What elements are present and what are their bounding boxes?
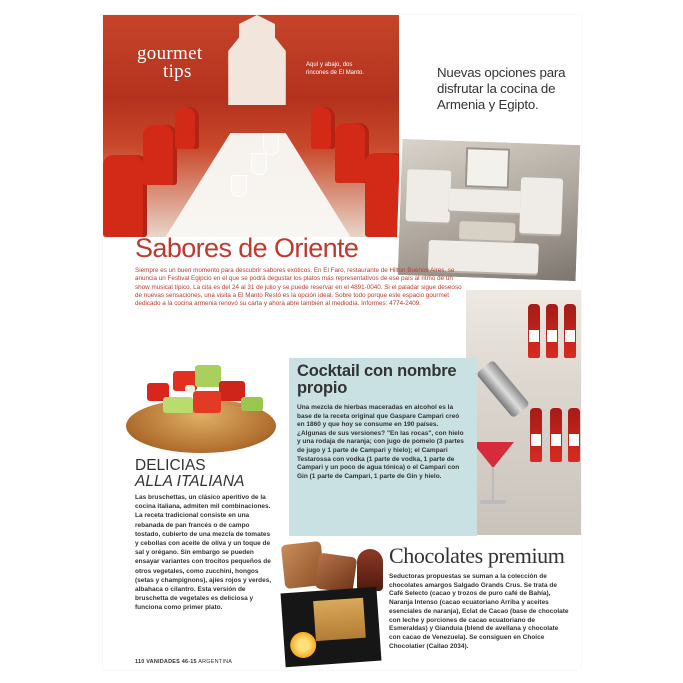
lettuce-piece xyxy=(163,397,193,413)
magazine-edition: ARGENTINA xyxy=(198,659,233,665)
gourmet-tips-line2: tips xyxy=(163,61,192,82)
sabores-title: Sabores de Oriente xyxy=(135,233,359,263)
campari-bottle xyxy=(530,408,542,462)
page-number: 110 xyxy=(135,659,145,665)
photo-sofa xyxy=(448,189,523,214)
campari-bottle xyxy=(546,304,558,358)
lettuce-piece xyxy=(195,365,221,387)
lounge-photo xyxy=(396,137,581,283)
cocktail-title: Cocktail con nombre propio xyxy=(297,362,457,397)
delicias-title-line1: DELICIAS xyxy=(135,457,206,474)
chocolates-title: Chocolates premium xyxy=(389,543,565,568)
photo-caption: Aquí y abajo, dos rincones de El Manto. xyxy=(306,62,365,76)
glass-foot xyxy=(480,500,506,504)
gourmet-tips-logo xyxy=(137,45,202,81)
gourmet-tips-line1: gourmet xyxy=(137,43,203,64)
glass-stem xyxy=(492,467,494,501)
restaurant-photo xyxy=(103,15,399,237)
lettuce-piece xyxy=(241,397,263,411)
photo-chair xyxy=(335,123,369,183)
photo-chair xyxy=(365,153,399,237)
sabores-body: Siempre es un buen momento para descubrir sabores exóticos. En El Faro, restaurante de Hilton Buenos Aires, se anuncia un Festival Egipcio en el que se podrá degustar los platos más representativos de ese país al ritmo de un show musical típico. La cita es del 24 al 31 de julio y se puede reservar en el 4891-0040. Si el paladar sigue deseoso de nuevas sensaciones, una visita a El Manto Restó es la opción ideal. Sobre todo porque este espacio gourmet dedicado a la cocina armenia renovó su carta y ahora abre también al mediodía. Informes: 4774-2409. xyxy=(135,267,462,308)
photo-arch-decor xyxy=(221,15,293,105)
photo-glass xyxy=(251,153,267,175)
chocolates-body: Seductoras propuestas se suman a la colección de chocolates amargos Salgado Grands Crus. Se trata de Café Selecto (cacao y trozos de puro café de Bahía), Naranja Intenso (cacao ecuatoriano Arriba y aceites esenciales de naranja), Eclat de Cacao (base de chocolate con leche y porciones de cacao ecuatoriano de Esmeraldas) y Gianduia (blend de avellana y chocolate con cacao de Venezuela). Se consiguen en Choice Chocolatier (Callao 2034). xyxy=(389,573,569,650)
photo-sofa xyxy=(519,177,563,234)
photo-glass xyxy=(231,175,247,197)
delicias-title-line2: ALLA ITALIANA xyxy=(135,473,245,490)
magazine-page xyxy=(103,15,581,670)
chocolate-box-label xyxy=(313,598,366,641)
photo-table xyxy=(459,221,516,241)
photo-chair xyxy=(143,125,177,185)
cocktail-photo xyxy=(466,290,581,535)
chocolate-piece xyxy=(315,553,358,594)
bruschetta-photo xyxy=(123,361,278,456)
cocktail-body: Una mezcla de hierbas maceradas en alcohol es la base de la receta original que Gaspare Campari creó en 1860 y que hoy se consume en 190 países. ¿Algunas de sus versiones? "En las rocas", con hielo y una rodaja de naranja; con jugo de pomelo (3 partes de jugo y 1 parte de Campari y hielo); el Campari Testarossa con vodka (1 parte de vodka, 1 parte de Campari y un poco de agua tónica) o el Campari con Gin (1 parte de Campari, 1 parte de Gin y hielo. xyxy=(297,404,464,480)
cocktail-shaker xyxy=(476,360,530,419)
chocolate-box xyxy=(281,587,382,668)
delicias-body: Las bruschettas, un clásico aperitivo de la cocina italiana, admiten mil combinaciones. La receta tradicional consiste en una rebanada de pan francés o de campo tostado, cubierto de una mezcla de tomates y cebollas con aceite de oliva y un toque de sal y orégano. Sin embargo se pueden ensayar variantes con trocitos pequeños de otros vegetales, como zucchini, hongos (setas y champignons), ajíes rojos y verdes, albahaca o cilantro. Esta versión de bruschetta de vegetales es deliciosa y funciona como primer plato. xyxy=(135,494,272,612)
right-headline: Nuevas opciones para disfrutar la cocina de Armenia y Egipto. xyxy=(437,65,566,112)
tomato-piece xyxy=(193,391,221,413)
photo-chair xyxy=(103,155,147,237)
cocktail-glass xyxy=(472,442,514,468)
photo-glass xyxy=(263,133,279,155)
cocktail-box xyxy=(289,358,477,536)
magazine-name: VANIDADES 46-15 xyxy=(146,659,197,665)
orange-slice xyxy=(289,631,317,659)
photo-chair xyxy=(175,107,199,149)
onion-piece xyxy=(185,385,195,393)
photo-chair xyxy=(311,107,335,149)
campari-bottle xyxy=(550,408,562,462)
photo-window xyxy=(465,147,510,189)
delicias-title xyxy=(135,458,244,490)
photo-sofa xyxy=(406,169,452,223)
campari-bottle xyxy=(564,304,576,358)
campari-bottle xyxy=(528,304,540,358)
campari-bottle xyxy=(568,408,580,462)
chocolate-piece xyxy=(357,549,383,591)
page-footer xyxy=(135,659,232,665)
